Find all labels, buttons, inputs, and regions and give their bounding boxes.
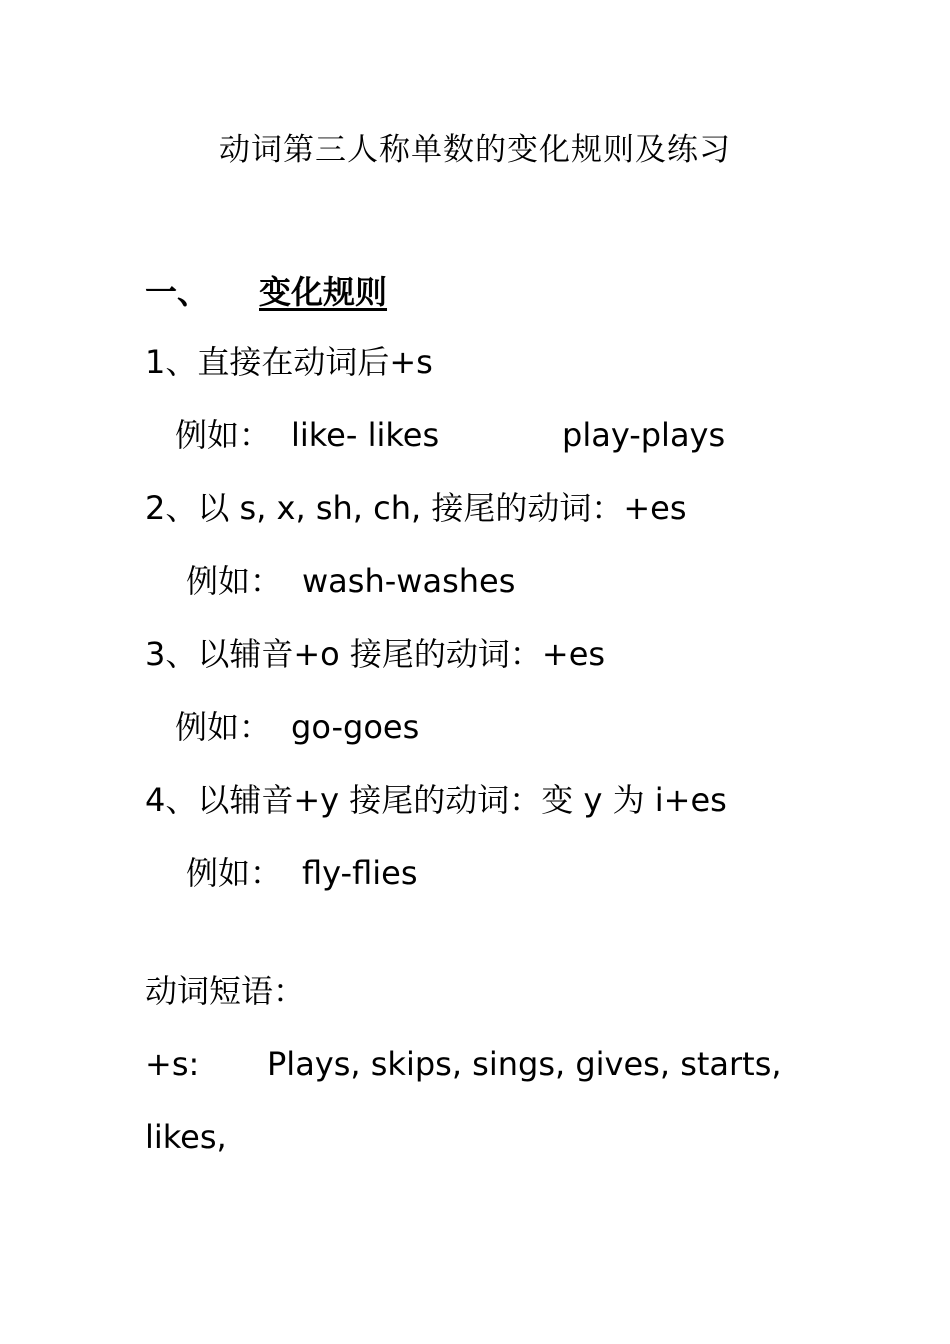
rule-1-example [175,413,439,457]
rule-3-example [175,705,419,749]
phrases-s-label: +s: [145,1045,200,1083]
phrases-s-words-continued: likes, [145,1118,227,1156]
example-word: like- likes [291,416,440,454]
example-word: wash-washes [302,562,516,600]
page-title: 动词第三人称单数的变化规则及练习 [219,132,731,168]
section-heading [145,270,387,314]
rule-1: 1、直接在动词后+s [145,343,433,381]
example-word: fly-flies [302,854,418,892]
section-number: 一、 [145,273,210,311]
example-label: 例如： [186,562,283,600]
rule-4-example [186,851,417,895]
example-label: 例如： [175,416,272,454]
example-label: 例如： [186,854,283,892]
section-title: 变化规则 [259,273,388,311]
rule-3: 3、以辅音+o 接尾的动词：+es [145,635,606,673]
phrases-s-line [145,1042,782,1086]
example-word: go-goes [291,708,420,746]
phrases-heading: 动词短语： [145,972,306,1010]
phrases-s-words: Plays, skips, sings, gives, starts, [267,1045,782,1083]
rule-2: 2、以 s, x, sh, ch, 接尾的动词：+es [145,489,687,527]
rule-4: 4、以辅音+y 接尾的动词：变 y 为 i+es [145,781,727,819]
rule-2-example [186,559,515,603]
rule-1-example-2: play-plays [562,416,726,454]
example-label: 例如： [175,708,272,746]
